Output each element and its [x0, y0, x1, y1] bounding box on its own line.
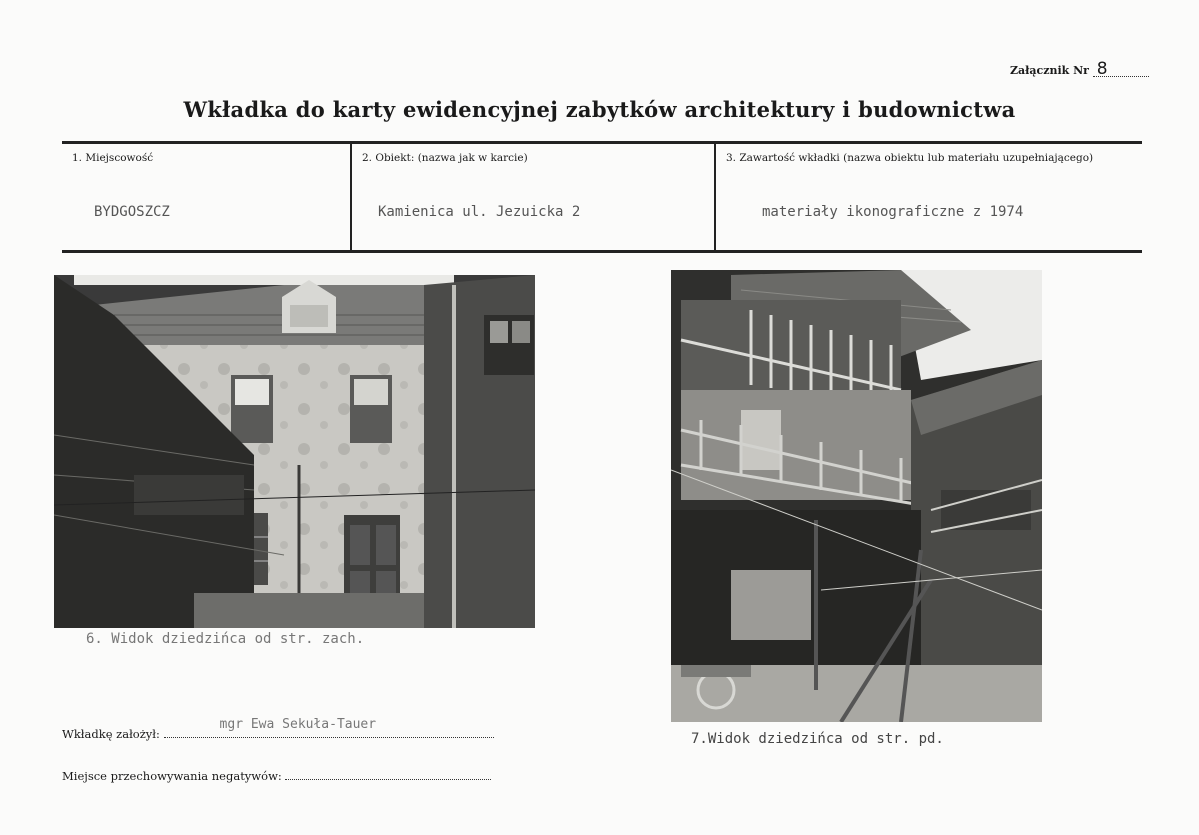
field-contents-label: 3. Zawartość wkładki (nazwa obiektu lub materiału uzupełniającego) — [726, 152, 1094, 164]
founder-field — [164, 717, 494, 738]
annex-number — [1010, 59, 1149, 79]
photo-courtyard-west — [54, 275, 535, 628]
photo-caption-1: 6. Widok dziedzińca od str. zach. — [86, 631, 365, 647]
field-locality-value: BYDGOSZCZ — [94, 204, 170, 220]
founder-row — [62, 717, 494, 741]
field-object-value: Kamienica ul. Jezuicka 2 — [378, 204, 581, 220]
annex-label: Załącznik Nr — [1010, 64, 1089, 77]
page-title: Wkładka do karty ewidencyjnej zabytków architektury i budownictwa — [183, 97, 1016, 122]
field-object-label: 2. Obiekt: (nazwa jak w karcie) — [362, 152, 528, 164]
annex-value: 8 — [1093, 62, 1149, 77]
negatives-row — [62, 767, 491, 783]
header-fields — [62, 141, 1142, 253]
field-contents-value: materiały ikonograficzne z 1974 — [762, 204, 1024, 220]
field-contents — [714, 144, 1142, 250]
photo-courtyard-south — [671, 270, 1042, 722]
negatives-label: Miejsce przechowywania negatywów: — [62, 769, 282, 783]
field-object — [350, 144, 714, 250]
field-locality — [62, 144, 350, 250]
field-locality-label: 1. Miejscowość — [72, 152, 154, 164]
founder-value: mgr Ewa Sekuła-Tauer — [219, 717, 377, 732]
founder-label: Wkładkę założył: — [62, 727, 160, 741]
negatives-field — [285, 767, 491, 780]
photo-caption-2: 7.Widok dziedzińca od str. pd. — [691, 731, 944, 747]
